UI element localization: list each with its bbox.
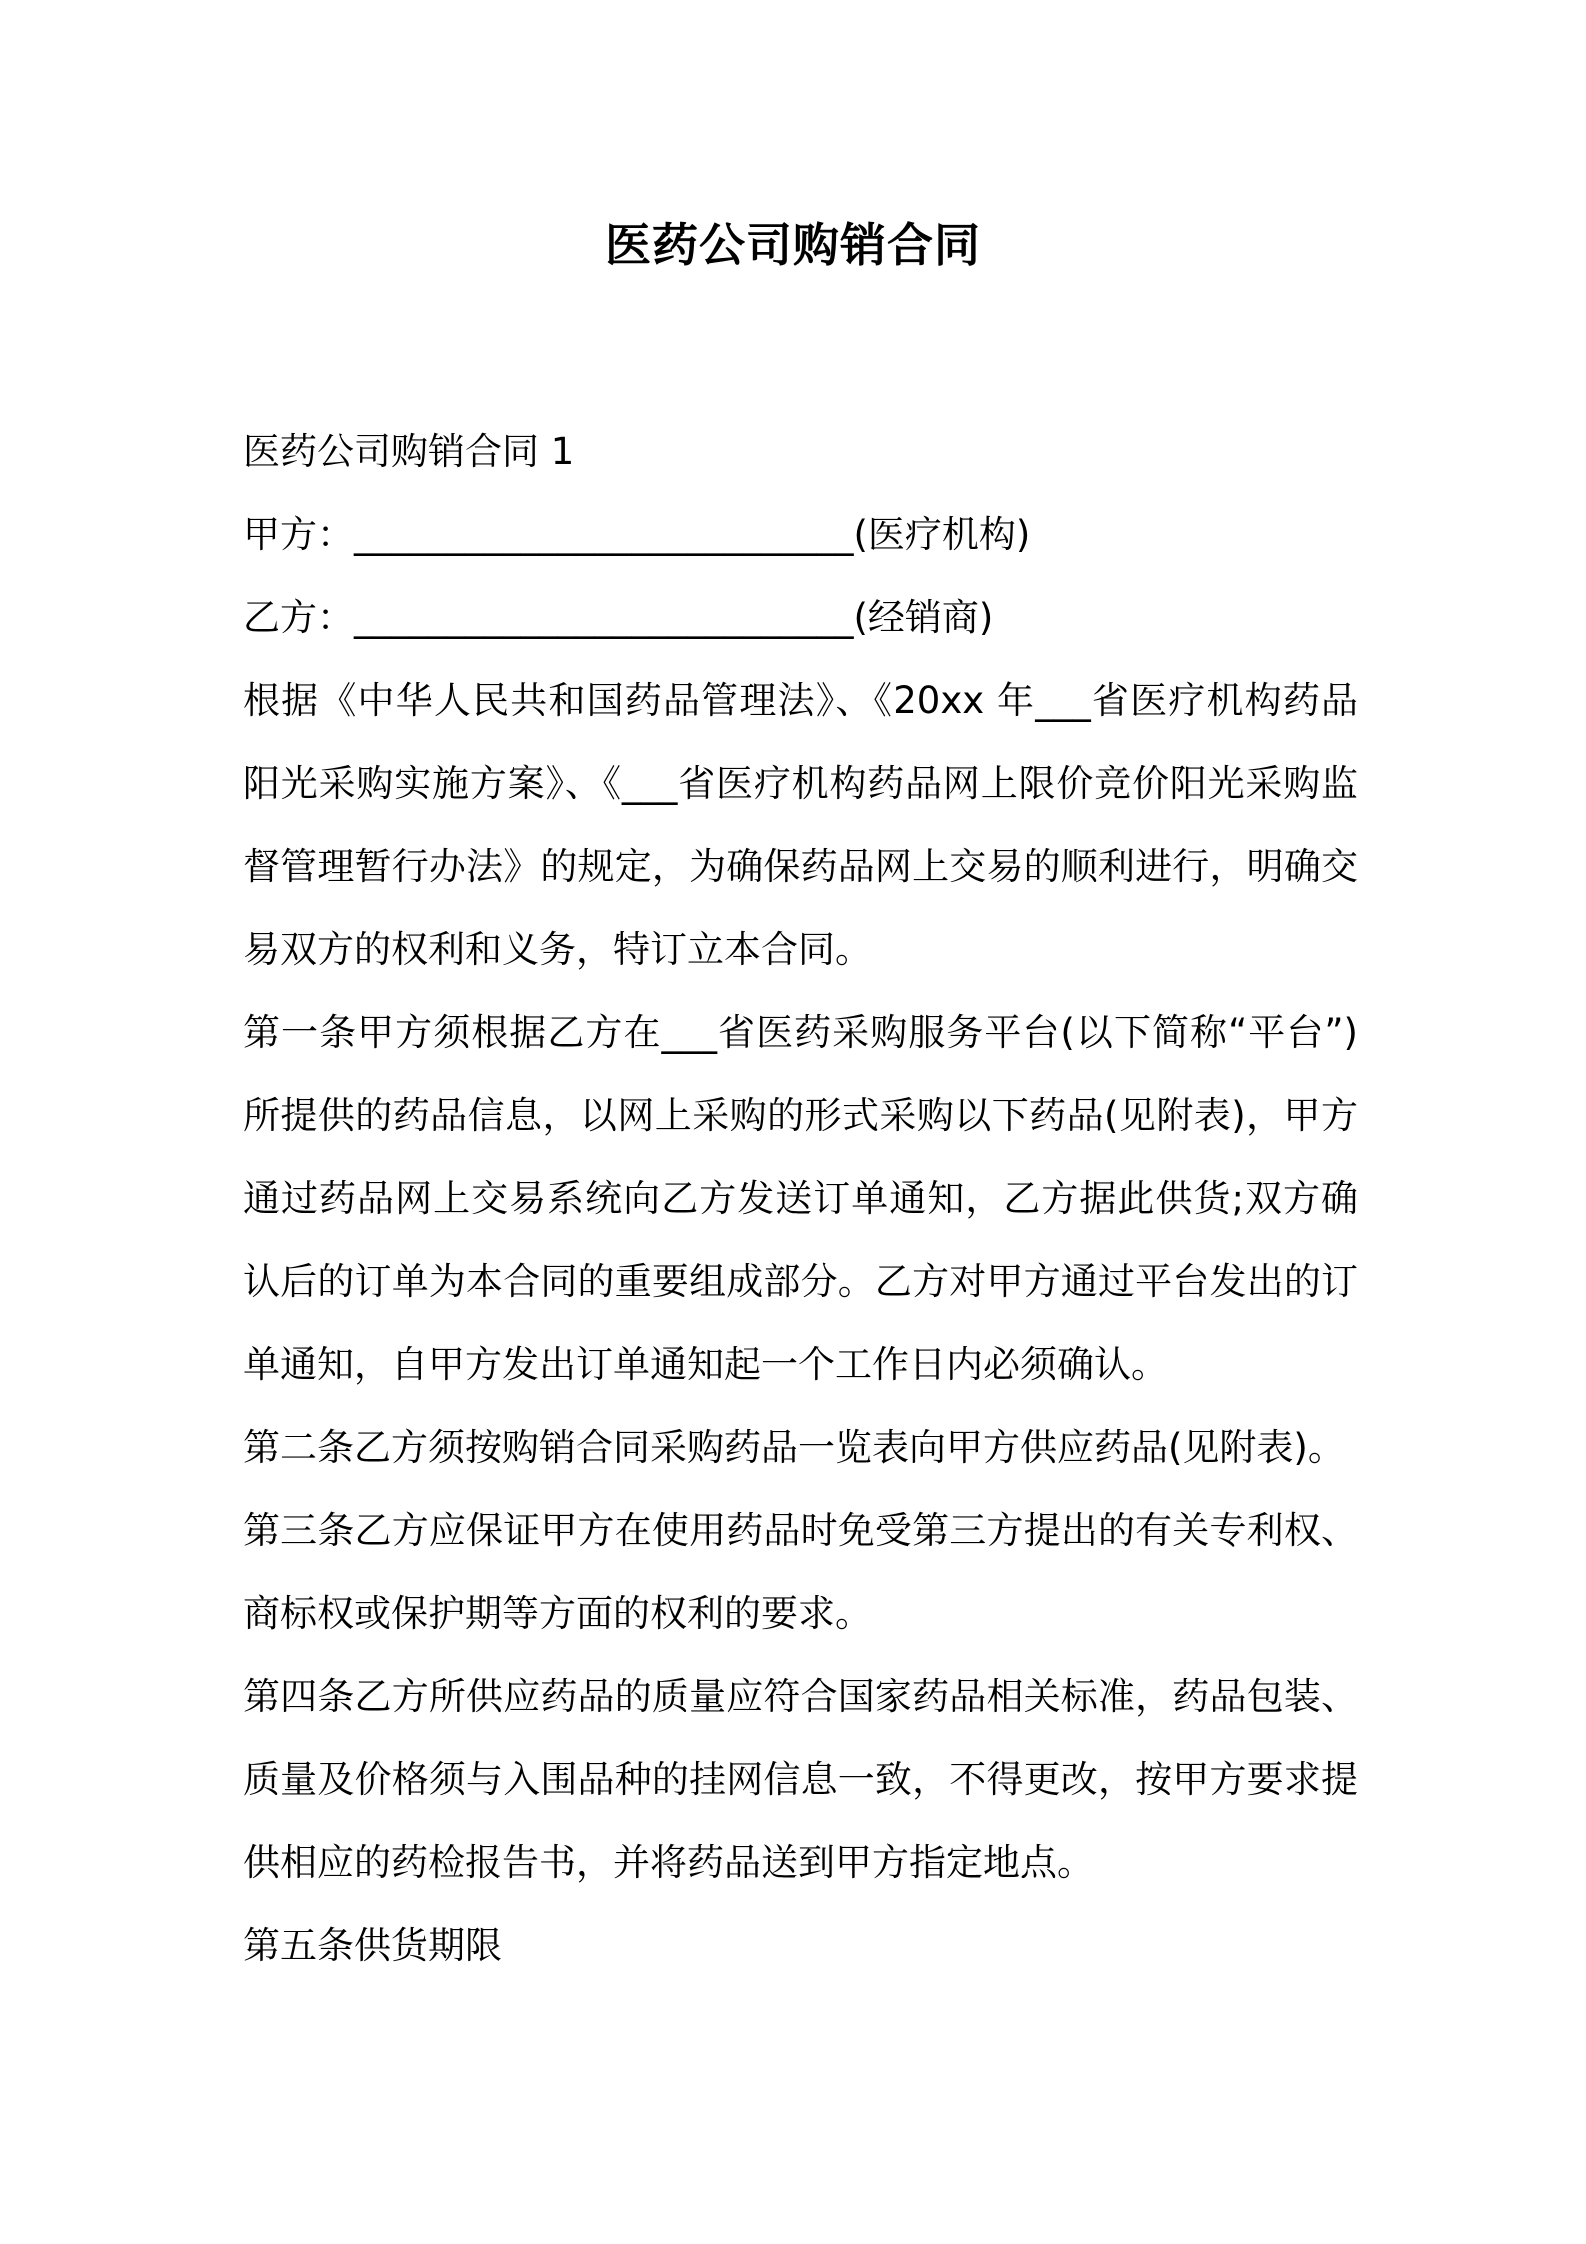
article-5-heading: 第五条供货期限 (243, 1924, 502, 1967)
document-title: 医药公司购销合同 (605, 218, 981, 272)
preamble-paragraph: 根据《中华人民共和国药品管理法》、《20xx 年___省医疗机构药品阳光采购实施方案》、《___省医疗机构药品网上限价竞价阳光采购监督管理暂行办法》的规定，为确保药品网上交易的顺利进行，明确交易双方的权利和义务，特订立本合同。 (243, 679, 1358, 971)
contract-subtitle: 医药公司购销合同 1 (243, 430, 575, 473)
article-3-paragraph: 第三条乙方应保证甲方在使用药品时免受第三方提出的有关专利权、商标权或保护期等方面的权利的要求。 (243, 1509, 1358, 1635)
party-b-line: 乙方：___________________________(经销商) (243, 596, 994, 639)
article-2-paragraph: 第二条乙方须按购销合同采购药品一览表向甲方供应药品(见附表)。 (243, 1426, 1345, 1469)
party-a-line: 甲方：___________________________(医疗机构) (243, 513, 1031, 556)
article-4-paragraph: 第四条乙方所供应药品的质量应符合国家药品相关标准，药品包装、质量及价格须与入围品种的挂网信息一致，不得更改，按甲方要求提供相应的药检报告书，并将药品送到甲方指定地点。 (243, 1675, 1358, 1884)
document-body (243, 410, 1358, 1987)
article-1-paragraph: 第一条甲方须根据乙方在___省医药采购服务平台(以下简称“平台”)所提供的药品信息，以网上采购的形式采购以下药品(见附表)，甲方通过药品网上交易系统向乙方发送订单通知，乙方据此供货;双方确认后的订单为本合同的重要组成部分。乙方对甲方通过平台发出的订单通知，自甲方发出订单通知起一个工作日内必须确认。 (243, 1011, 1358, 1386)
